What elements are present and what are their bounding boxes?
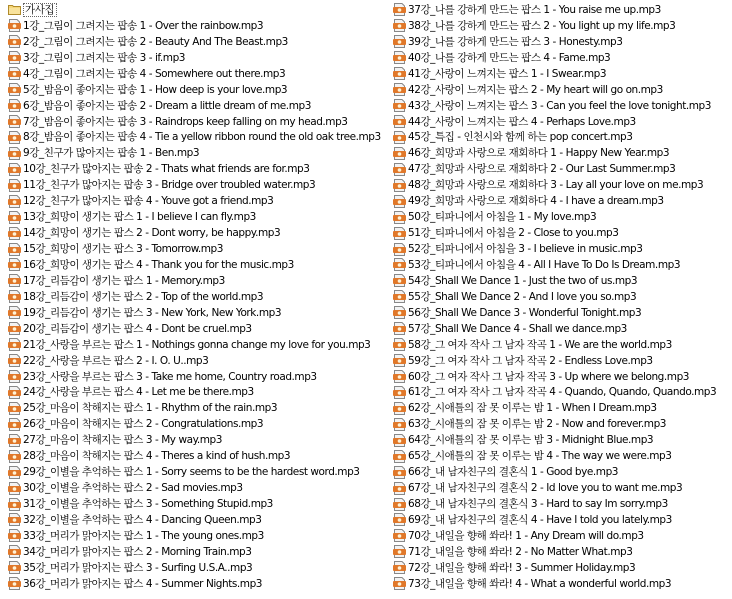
file-item[interactable] (393, 416, 729, 432)
file-name: 6강_밤음이 좋아지는 팝송 2 - Dream a little dream of me.mp3 (23, 99, 311, 112)
file-name: 60강_그 여자 작사 그 남자 작곡 3 - Up where we belong.mp3 (408, 370, 690, 383)
mp3-file-icon (8, 227, 21, 240)
file-item[interactable] (393, 432, 729, 448)
mp3-file-icon (393, 322, 406, 335)
mp3-file-icon (393, 338, 406, 351)
file-item[interactable] (8, 177, 388, 193)
file-item[interactable] (8, 385, 388, 401)
mp3-file-icon (393, 83, 406, 96)
file-name: 34강_머리가 맑아지는 팝스 2 - Morning Train.mp3 (23, 545, 252, 558)
file-item[interactable] (8, 337, 388, 353)
file-name: 43강_사랑이 느껴지는 팝스 3 - Can you feel the love tonight.mp3 (408, 99, 711, 112)
file-item[interactable] (8, 432, 388, 448)
file-item[interactable] (8, 130, 388, 146)
file-name: 11강_친구가 많아지는 팝송 3 - Bridge over troubled water.mp3 (23, 179, 316, 192)
mp3-file-icon (8, 35, 21, 48)
file-name: 20강_리듬감이 생기는 팝스 4 - Dont be cruel.mp3 (23, 322, 252, 335)
file-name: 31강_이별을 추억하는 팝스 3 - Something Stupid.mp3 (23, 498, 273, 511)
folder-name: 가사집 (23, 3, 57, 17)
mp3-file-icon (393, 466, 406, 479)
mp3-file-icon (393, 513, 406, 526)
file-name: 70강_내일을 향해 쏴라! 1 - Any Dream will do.mp3 (408, 529, 644, 542)
file-name: 7강_밤음이 좋아지는 팝송 3 - Raindrops keep falling on my head.mp3 (23, 115, 348, 128)
file-item[interactable] (393, 448, 729, 464)
mp3-file-icon (8, 290, 21, 303)
mp3-file-icon (393, 450, 406, 463)
file-item[interactable] (8, 82, 388, 98)
file-name: 27강_마음이 착해지는 팝스 3 - My way.mp3 (23, 434, 222, 447)
folder-icon (8, 3, 21, 16)
file-item[interactable] (8, 50, 388, 66)
file-item[interactable] (393, 225, 729, 241)
mp3-file-icon (393, 195, 406, 208)
file-name: 42강_사랑이 느껴지는 팝스 2 - My heart will go on.mp3 (408, 83, 663, 96)
mp3-file-icon (393, 3, 406, 16)
file-name: 21강_사랑을 부르는 팝스 1 - Nothings gonna change my love for you.mp3 (23, 338, 371, 351)
file-name: 72강_내일을 향해 쏴라! 3 - Summer Holiday.mp3 (408, 561, 636, 574)
file-name: 73강_내일을 향해 쏴라! 4 - What a wonderful world.mp3 (408, 577, 672, 590)
file-item[interactable] (393, 544, 729, 560)
mp3-file-icon (8, 195, 21, 208)
file-name: 28강_마음이 착해지는 팝스 4 - Theres a kind of hush.mp3 (23, 450, 291, 463)
file-item[interactable] (393, 209, 729, 225)
file-name: 18강_리듬감이 생기는 팝스 2 - Top of the world.mp3 (23, 290, 264, 303)
file-item[interactable] (393, 177, 729, 193)
file-item[interactable] (8, 98, 388, 114)
mp3-file-icon (8, 322, 21, 335)
file-item[interactable] (393, 337, 729, 353)
file-item[interactable] (8, 145, 388, 161)
file-name: 4강_그림이 그려지는 팝송 4 - Somewhere out there.mp3 (23, 67, 286, 80)
file-name: 22강_사랑을 부르는 팝스 2 - I. O. U..mp3 (23, 354, 209, 367)
file-name: 58강_그 여자 작사 그 남자 작곡 1 - We are the world.mp3 (408, 338, 672, 351)
file-name: 71강_내일을 향해 쏴라! 2 - No Matter What.mp3 (408, 545, 633, 558)
file-item[interactable] (8, 161, 388, 177)
mp3-file-icon (8, 115, 21, 128)
file-name: 29강_이별을 추억하는 팝스 1 - Sorry seems to be the hardest word.mp3 (23, 466, 360, 479)
file-item[interactable] (8, 369, 388, 385)
file-name: 33강_머리가 맑아지는 팝스 1 - The young ones.mp3 (23, 529, 264, 542)
mp3-file-icon (393, 179, 406, 192)
file-name: 54강_Shall We Dance 1 - Just the two of us.mp3 (408, 274, 638, 287)
file-item[interactable] (393, 98, 729, 114)
file-item[interactable] (393, 34, 729, 50)
file-name: 55강_Shall We Dance 2 - And I love you so.mp3 (408, 290, 637, 303)
mp3-file-icon (393, 386, 406, 399)
mp3-file-icon (393, 402, 406, 415)
file-item[interactable] (8, 289, 388, 305)
file-item[interactable] (393, 369, 729, 385)
mp3-file-icon (8, 338, 21, 351)
file-name: 2강_그림이 그려지는 팝송 2 - Beauty And The Beast.mp3 (23, 35, 288, 48)
mp3-file-icon (393, 545, 406, 558)
mp3-file-icon (8, 354, 21, 367)
file-item[interactable] (8, 480, 388, 496)
file-name: 46강_희망과 사랑으로 재회하다 1 - Happy New Year.mp3 (408, 147, 670, 160)
file-item[interactable] (393, 512, 729, 528)
mp3-file-icon (393, 19, 406, 32)
mp3-file-icon (8, 466, 21, 479)
mp3-file-icon (393, 274, 406, 287)
mp3-file-icon (8, 163, 21, 176)
file-item[interactable] (8, 273, 388, 289)
folder-item[interactable] (8, 2, 388, 18)
file-name: 16강_희망이 생기는 팝스 4 - Thank you for the music.mp3 (23, 258, 294, 271)
file-item[interactable] (393, 82, 729, 98)
file-item[interactable] (393, 18, 729, 34)
file-name: 45강_특집 - 인천시와 함께 하는 pop concert.mp3 (408, 131, 633, 144)
mp3-file-icon (393, 306, 406, 319)
mp3-file-icon (8, 179, 21, 192)
file-item[interactable] (8, 305, 388, 321)
mp3-file-icon (8, 577, 21, 590)
mp3-file-icon (393, 498, 406, 511)
file-item[interactable] (393, 145, 729, 161)
file-item[interactable] (8, 66, 388, 82)
mp3-file-icon (393, 99, 406, 112)
file-name: 56강_Shall We Dance 3 - Wonderful Tonight.mp3 (408, 306, 642, 319)
mp3-file-icon (8, 51, 21, 64)
mp3-file-icon (8, 131, 21, 144)
file-item[interactable] (393, 241, 729, 257)
mp3-file-icon (8, 561, 21, 574)
file-name: 61강_그 여자 작사 그 남자 작곡 4 - Quando, Quando, Quando.mp3 (408, 386, 717, 399)
file-name: 17강_리듬감이 생기는 팝스 1 - Memory.mp3 (23, 274, 225, 287)
file-item[interactable] (8, 560, 388, 576)
file-item[interactable] (393, 496, 729, 512)
mp3-file-icon (393, 211, 406, 224)
file-name: 25강_마음이 착해지는 팝스 1 - Rhythm of the rain.mp3 (23, 402, 278, 415)
file-item[interactable] (393, 464, 729, 480)
file-name: 41강_사랑이 느껴지는 팝스 1 - I Swear.mp3 (408, 67, 607, 80)
mp3-file-icon (393, 131, 406, 144)
file-name: 15강_희망이 생기는 팝스 3 - Tomorrow.mp3 (23, 243, 223, 256)
file-item[interactable] (393, 114, 729, 130)
mp3-file-icon (393, 561, 406, 574)
file-item[interactable] (393, 50, 729, 66)
file-name: 38강_나를 강하게 만드는 팝스 2 - You light up my life.mp3 (408, 19, 676, 32)
mp3-file-icon (8, 498, 21, 511)
mp3-file-icon (8, 243, 21, 256)
file-name: 1강_그림이 그려지는 팝송 1 - Over the rainbow.mp3 (23, 19, 264, 32)
mp3-file-icon (8, 402, 21, 415)
file-item[interactable] (393, 385, 729, 401)
mp3-file-icon (393, 147, 406, 160)
file-item[interactable] (393, 528, 729, 544)
file-item[interactable] (393, 273, 729, 289)
mp3-file-icon (8, 529, 21, 542)
file-item[interactable] (393, 576, 729, 592)
file-name: 39강_나를 강하게 만드는 팝스 3 - Honesty.mp3 (408, 35, 623, 48)
file-name: 62강_시애틀의 잠 못 이루는 밤 1 - When I Dream.mp3 (408, 402, 657, 415)
mp3-file-icon (8, 258, 21, 271)
mp3-file-icon (8, 386, 21, 399)
file-name: 36강_머리가 맑아지는 팝스 4 - Summer Nights.mp3 (23, 577, 263, 590)
mp3-file-icon (8, 306, 21, 319)
file-item[interactable] (8, 18, 388, 34)
file-item[interactable] (8, 576, 388, 592)
file-list-column-left (8, 2, 388, 592)
file-name: 67강_내 남자친구의 결혼식 2 - Id love you to want me.mp3 (408, 482, 683, 495)
file-name: 5강_밤음이 좋아지는 팝송 1 - How deep is your love.mp3 (23, 83, 288, 96)
mp3-file-icon (8, 99, 21, 112)
file-name: 32강_이별을 추억하는 팝스 4 - Dancing Queen.mp3 (23, 513, 262, 526)
file-item[interactable] (8, 209, 388, 225)
mp3-file-icon (393, 51, 406, 64)
file-name: 24강_사랑을 부르는 팝스 4 - Let me be there.mp3 (23, 386, 254, 399)
file-item[interactable] (8, 512, 388, 528)
file-item[interactable] (8, 400, 388, 416)
mp3-file-icon (393, 115, 406, 128)
file-name: 68강_내 남자친구의 결혼식 3 - Hard to say Im sorry.mp3 (408, 498, 668, 511)
mp3-file-icon (393, 290, 406, 303)
file-item[interactable] (8, 448, 388, 464)
file-name: 59강_그 여자 작사 그 남자 작곡 2 - Endless Love.mp3 (408, 354, 653, 367)
file-name: 9강_친구가 많아지는 팝송 1 - Ben.mp3 (23, 147, 200, 160)
mp3-file-icon (393, 227, 406, 240)
file-item[interactable] (393, 305, 729, 321)
file-list-column-right (393, 2, 729, 592)
mp3-file-icon (393, 482, 406, 495)
file-name: 66강_내 남자친구의 결혼식 1 - Good bye.mp3 (408, 466, 619, 479)
mp3-file-icon (8, 274, 21, 287)
file-item[interactable] (393, 130, 729, 146)
mp3-file-icon (8, 545, 21, 558)
file-name: 57강_Shall We Dance 4 - Shall we dance.mp3 (408, 322, 627, 335)
mp3-file-icon (393, 354, 406, 367)
file-name: 8강_밤음이 좋아지는 팝송 4 - Tie a yellow ribbon round the old oak tree.mp3 (23, 131, 381, 144)
file-item[interactable] (393, 560, 729, 576)
file-name: 10강_친구가 많아지는 팝송 2 - Thats what friends are for.mp3 (23, 163, 310, 176)
file-item[interactable] (393, 161, 729, 177)
file-item[interactable] (8, 528, 388, 544)
mp3-file-icon (8, 513, 21, 526)
file-item[interactable] (8, 257, 388, 273)
file-item[interactable] (393, 289, 729, 305)
file-item[interactable] (393, 193, 729, 209)
mp3-file-icon (8, 418, 21, 431)
file-item[interactable] (8, 416, 388, 432)
file-item[interactable] (8, 464, 388, 480)
file-item[interactable] (8, 544, 388, 560)
file-item[interactable] (8, 321, 388, 337)
mp3-file-icon (8, 482, 21, 495)
file-name: 3강_그림이 그려지는 팝송 3 - if.mp3 (23, 51, 186, 64)
file-name: 13강_희망이 생기는 팝스 1 - I believe I can fly.mp3 (23, 211, 256, 224)
file-item[interactable] (8, 225, 388, 241)
file-name: 50강_티파니에서 아침을 1 - My love.mp3 (408, 211, 597, 224)
file-item[interactable] (393, 66, 729, 82)
file-name: 19강_리듬감이 생기는 팝스 3 - New York, New York.mp3 (23, 306, 282, 319)
file-name: 52강_티파니에서 아침을 3 - I believe in music.mp3 (408, 243, 643, 256)
file-item[interactable] (393, 321, 729, 337)
mp3-file-icon (393, 370, 406, 383)
file-name: 26강_마음이 착해지는 팝스 2 - Congratulations.mp3 (23, 418, 264, 431)
file-item[interactable] (8, 496, 388, 512)
file-item[interactable] (393, 480, 729, 496)
file-name: 37강_나를 강하게 만드는 팝스 1 - You raise me up.mp3 (408, 3, 661, 16)
file-name: 30강_이별을 추억하는 팝스 2 - Sad movies.mp3 (23, 482, 243, 495)
file-name: 64강_시애틀의 잠 못 이루는 밤 3 - Midnight Blue.mp3 (408, 434, 654, 447)
file-item[interactable] (393, 257, 729, 273)
mp3-file-icon (8, 211, 21, 224)
file-name: 69강_내 남자친구의 결혼식 4 - Have I told you lately.mp3 (408, 513, 672, 526)
file-name: 65강_시애틀의 잠 못 이루는 밤 4 - The way we were.mp3 (408, 450, 672, 463)
mp3-file-icon (393, 67, 406, 80)
file-name: 14강_희망이 생기는 팝스 2 - Dont worry, be happy.mp3 (23, 227, 281, 240)
mp3-file-icon (8, 19, 21, 32)
mp3-file-icon (393, 163, 406, 176)
mp3-file-icon (8, 450, 21, 463)
file-item[interactable] (393, 400, 729, 416)
file-item[interactable] (393, 353, 729, 369)
mp3-file-icon (393, 35, 406, 48)
file-name: 51강_티파니에서 아침을 2 - Close to you.mp3 (408, 227, 619, 240)
mp3-file-icon (8, 147, 21, 160)
file-item[interactable] (393, 2, 729, 18)
mp3-file-icon (393, 418, 406, 431)
file-item[interactable] (8, 241, 388, 257)
file-name: 49강_희망과 사랑으로 재회하다 4 - I have a dream.mp3 (408, 195, 664, 208)
mp3-file-icon (393, 577, 406, 590)
mp3-file-icon (8, 67, 21, 80)
mp3-file-icon (393, 529, 406, 542)
file-name: 23강_사랑을 부르는 팝스 3 - Take me home, Country road.mp3 (23, 370, 317, 383)
mp3-file-icon (8, 83, 21, 96)
mp3-file-icon (8, 370, 21, 383)
file-item[interactable] (8, 353, 388, 369)
file-name: 47강_희망과 사랑으로 재회하다 2 - Our Last Summer.mp3 (408, 163, 676, 176)
mp3-file-icon (8, 434, 21, 447)
file-item[interactable] (8, 34, 388, 50)
mp3-file-icon (393, 258, 406, 271)
file-name: 40강_나를 강하게 만드는 팝스 4 - Fame.mp3 (408, 51, 611, 64)
file-item[interactable] (8, 193, 388, 209)
file-name: 48강_희망과 사랑으로 재회하다 3 - Lay all your love on me.mp3 (408, 179, 704, 192)
mp3-file-icon (393, 434, 406, 447)
file-item[interactable] (8, 114, 388, 130)
file-name: 35강_머리가 맑아지는 팝스 3 - Surfing U.S.A..mp3 (23, 561, 253, 574)
file-name: 12강_친구가 많아지는 팝송 4 - Youve got a friend.mp3 (23, 195, 274, 208)
file-name: 44강_사랑이 느껴지는 팝스 4 - Perhaps Love.mp3 (408, 115, 636, 128)
file-name: 53강_티파니에서 아침을 4 - All I Have To Do Is Dream.mp3 (408, 258, 681, 271)
mp3-file-icon (393, 243, 406, 256)
file-name: 63강_시애틀의 잠 못 이루는 밤 2 - Now and forever.mp3 (408, 418, 667, 431)
